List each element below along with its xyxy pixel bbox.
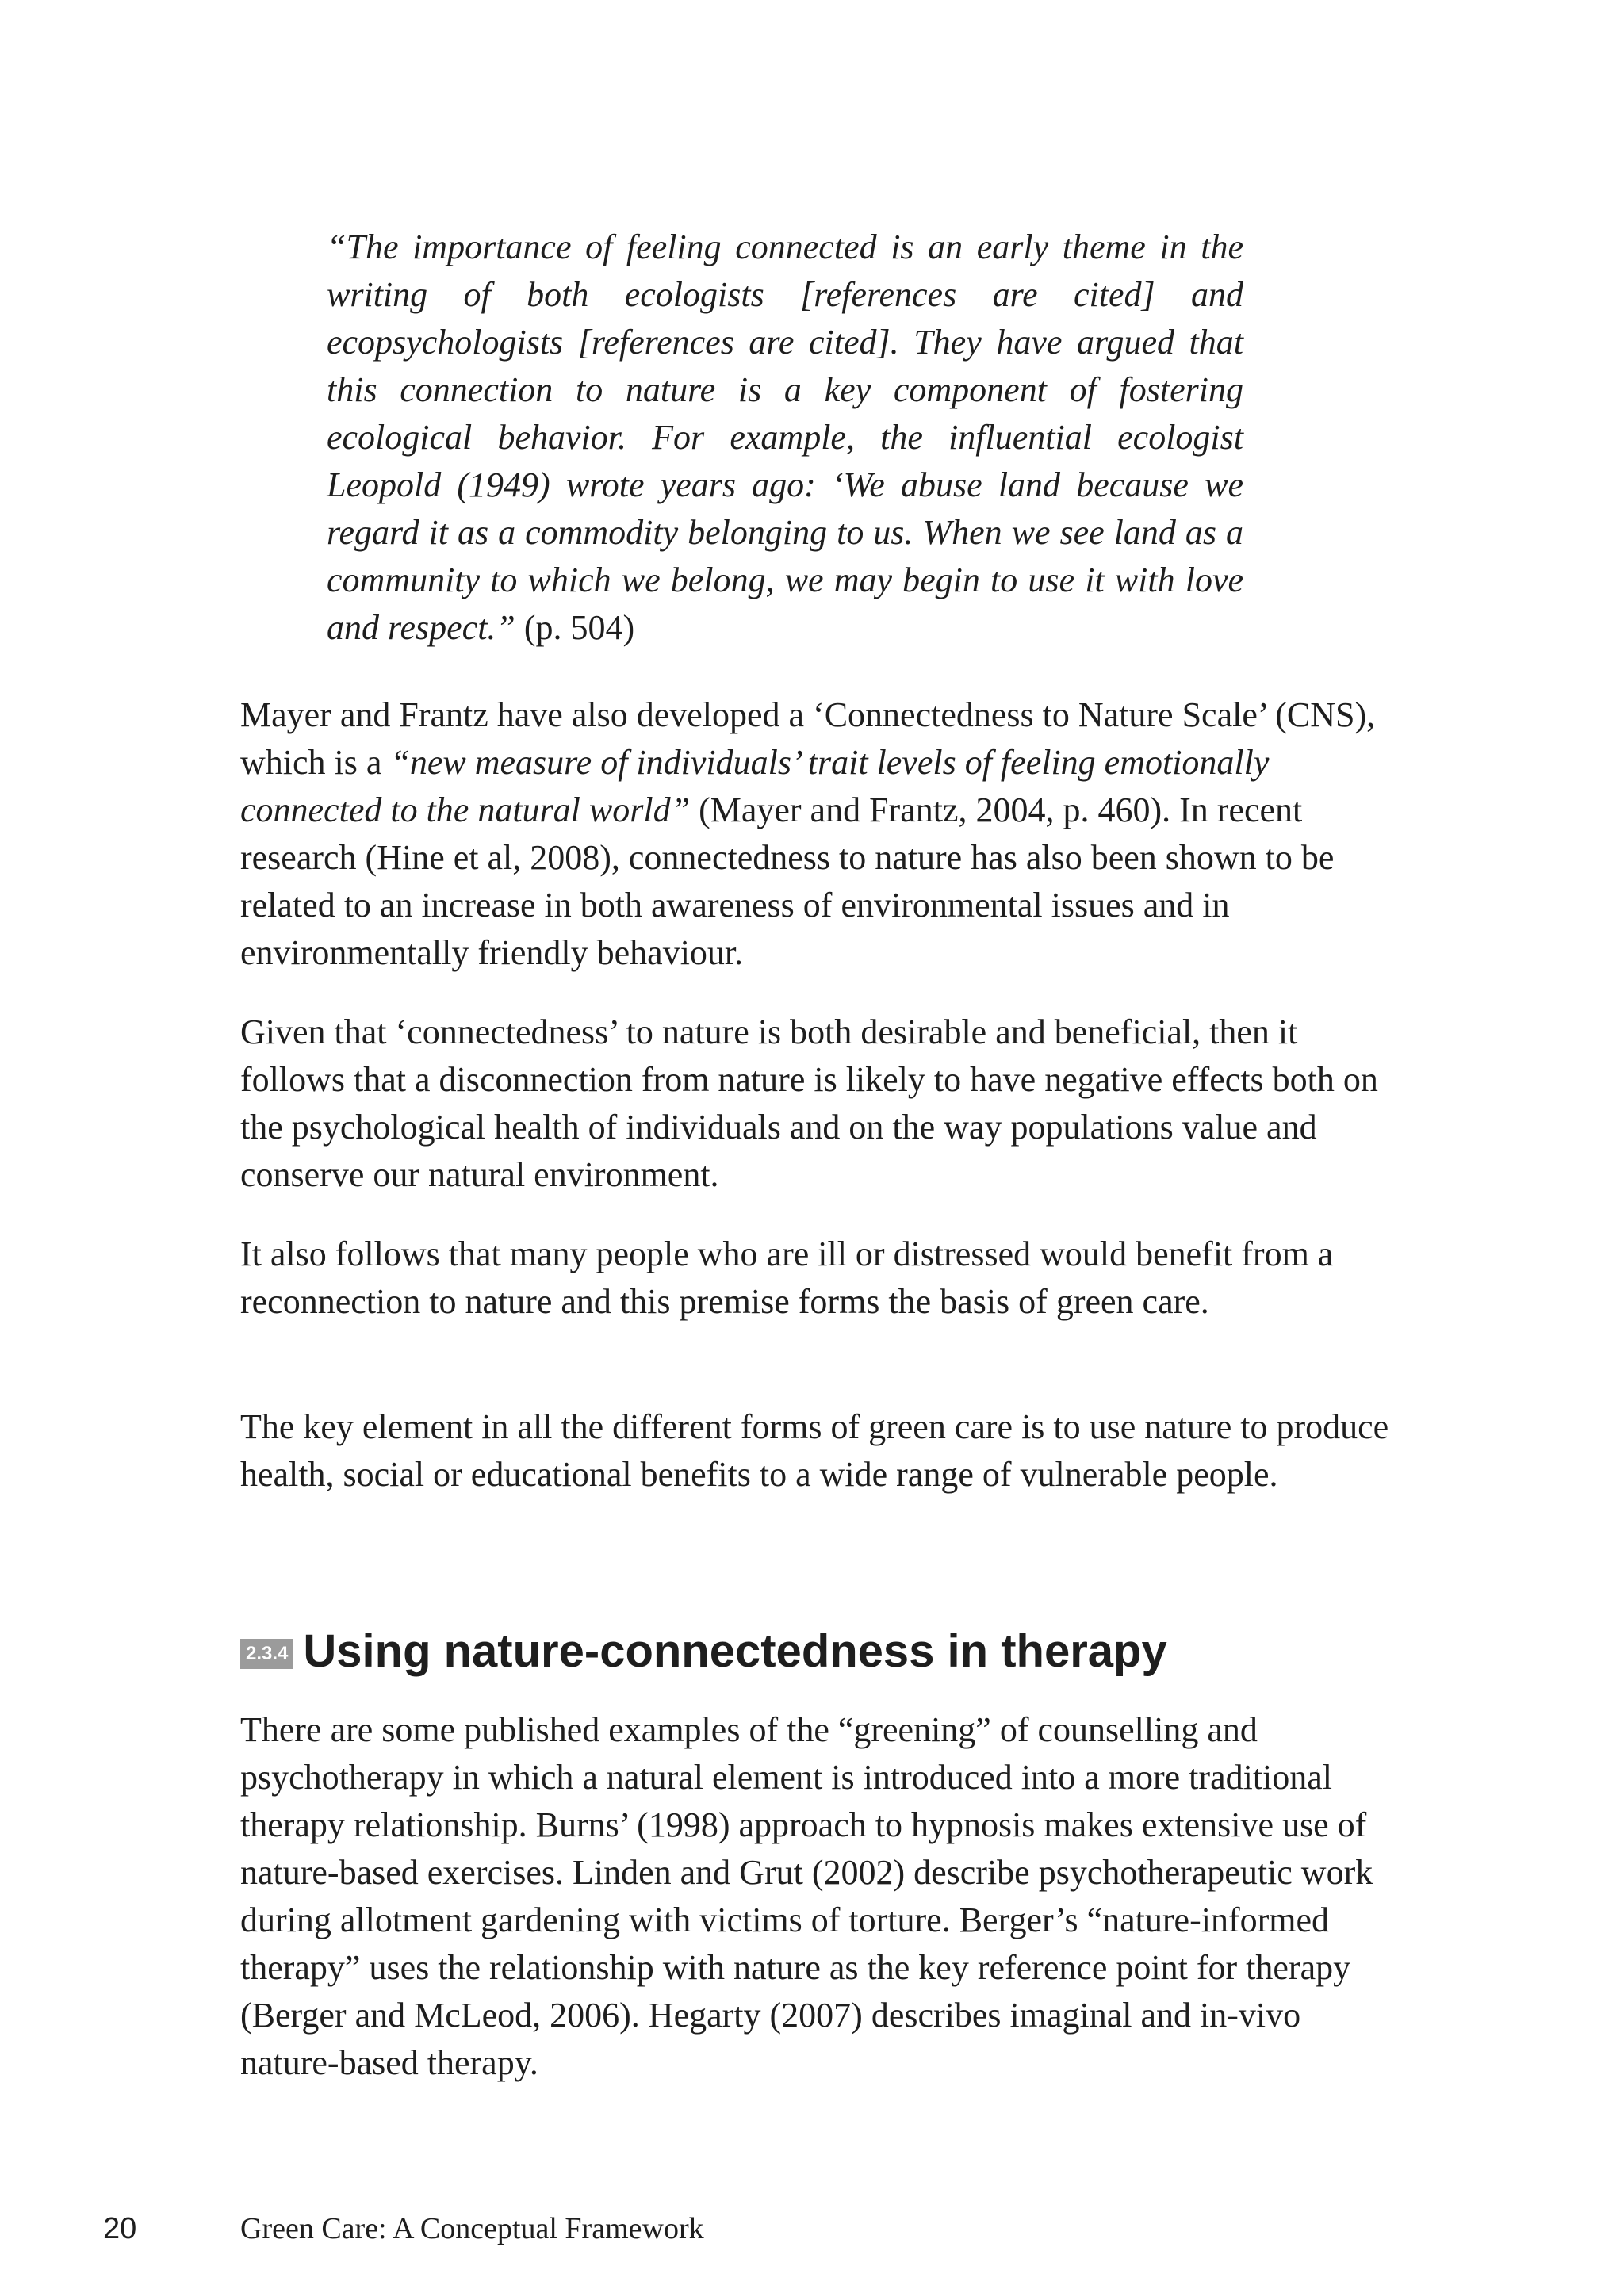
paragraph-therapy-examples: There are some published examples of the “greening” of counselling and psychotherapy in which a natural element is introduced into a more traditional therapy relationship. Burns’ (1998) approach to hypnosis makes extensive use of nature-based exercises. Linden and Grut (2002) describe psychotherapeutic work during allotment gardening with victims of torture. Berger’s “nature-informed therapy” uses the relationship with nature as the key reference point for therapy (Berger and McLeod, 2006). Hegarty (2007) describes imaginal and in-vivo nature-based therapy. <box>240 1710 1373 2082</box>
block-quote-citation: (p. 504) <box>515 608 635 647</box>
paragraph-key-element: The key element in all the different forms of green care is to use nature to produce health, social or educational benefits to a wide range of vulnerable people. <box>240 1407 1389 1494</box>
paragraph-cns-text-b: (Mayer and Frantz, 2004, p. 460). In recent research (Hine et al, 2008), connectedness to nature has also been shown to be related to an increase in both awareness of environmental issues and in environmentally friendly behaviour. <box>240 790 1335 972</box>
paragraph-cns-quote: “new measure of individuals’ trait levels of feeling emotionally connected to the natural world” <box>240 743 1270 829</box>
block-quote <box>327 224 1243 652</box>
paragraph-disconnection: Given that ‘connectedness’ to nature is both desirable and beneficial, then it follows that a disconnection from nature is likely to have negative effects both on the psychological health of individuals and on the way populations value and conserve our natural environment. <box>240 1013 1378 1194</box>
paragraph-cns <box>240 691 1390 977</box>
paragraph-cns-text-a: Mayer and Frantz have also developed a ‘Connectedness to Nature Scale’ (CNS), which is a <box>240 695 1376 782</box>
block-quote-text: “The importance of feeling connected is an early theme in the writing of both ecologists [references are cited] and ecopsychologists [references are cited]. They have argued that this connection to nature is a key component of fostering ecological behavior. For example, the influential ecologist Leopold (1949) wrote years ago: ‘We abuse land because we regard it as a commodity belonging to us. When we see land as a community to which we belong, we may begin to use it with love and respect.” <box>327 228 1243 647</box>
section-number-badge: 2.3.4 <box>240 1639 293 1669</box>
running-title: Green Care: A Conceptual Framework <box>240 2212 704 2245</box>
page-number: 20 <box>103 2212 137 2245</box>
paragraph-reconnection: It also follows that many people who are ill or distressed would benefit from a reconnection to nature and this premise forms the basis of green care. <box>240 1235 1334 1321</box>
section-title: Using nature-connectedness in therapy <box>303 1625 1167 1677</box>
section-heading <box>240 1624 1167 1679</box>
